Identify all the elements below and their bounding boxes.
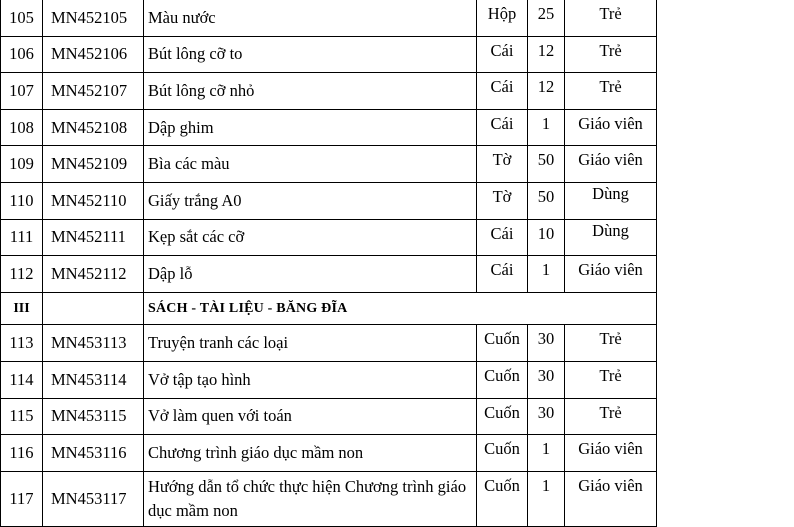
item-name-cell[interactable]: Hướng dẫn tổ chức thực hiện Chương trình giáo dục mầm non	[144, 471, 477, 526]
item-name-cell[interactable]: Kẹp sắt các cỡ	[144, 219, 477, 256]
item-code-cell[interactable]: MN452109	[43, 146, 144, 183]
usage-cell[interactable]	[565, 182, 657, 219]
table-row	[1, 471, 789, 526]
blank-cell	[657, 36, 789, 73]
row-number-cell[interactable]: 115	[1, 398, 43, 435]
quantity-cell[interactable]: 1	[528, 109, 565, 146]
item-code-cell[interactable]: MN453115	[43, 398, 144, 435]
row-number-cell[interactable]: 107	[1, 73, 43, 110]
unit-cell[interactable]: Hộp	[477, 0, 528, 36]
blank-cell	[657, 0, 789, 36]
item-code-cell[interactable]: MN453114	[43, 361, 144, 398]
item-name-cell[interactable]: Vở làm quen với toán	[144, 398, 477, 435]
table-row	[1, 398, 789, 435]
row-number-cell[interactable]: 111	[1, 219, 43, 256]
usage-cell[interactable]	[565, 435, 657, 472]
usage-text: Trẻ	[599, 402, 622, 422]
quantity-cell[interactable]: 50	[528, 146, 565, 183]
unit-cell[interactable]: Cái	[477, 36, 528, 73]
item-name-cell[interactable]: Bìa các màu	[144, 146, 477, 183]
item-code-cell[interactable]: MN453116	[43, 435, 144, 472]
blank-cell	[657, 361, 789, 398]
usage-cell[interactable]	[565, 146, 657, 183]
quantity-cell[interactable]: 1	[528, 471, 565, 526]
quantity-cell[interactable]: 12	[528, 73, 565, 110]
row-number-cell[interactable]: 114	[1, 361, 43, 398]
quantity-cell[interactable]: 30	[528, 398, 565, 435]
table-row	[1, 182, 789, 219]
usage-cell[interactable]	[565, 325, 657, 362]
item-code-cell[interactable]: MN452112	[43, 256, 144, 293]
section-title-cell[interactable]: SÁCH - TÀI LIỆU - BĂNG ĐĨA	[144, 292, 657, 325]
quantity-cell[interactable]: 25	[528, 0, 565, 36]
table-row	[1, 256, 789, 293]
usage-text: Giáo viên	[578, 260, 643, 280]
quantity-cell[interactable]: 1	[528, 256, 565, 293]
row-number-cell[interactable]: 113	[1, 325, 43, 362]
row-number-cell[interactable]: 106	[1, 36, 43, 73]
blank-cell	[657, 219, 789, 256]
row-number-cell[interactable]: 105	[1, 0, 43, 36]
usage-text: Trẻ	[599, 365, 622, 385]
item-code-cell[interactable]: MN452106	[43, 36, 144, 73]
item-name-cell[interactable]: Bút lông cỡ to	[144, 36, 477, 73]
quantity-cell[interactable]: 50	[528, 182, 565, 219]
usage-text: Trẻ	[599, 329, 622, 349]
quantity-cell[interactable]: 30	[528, 325, 565, 362]
usage-text: Trẻ	[599, 4, 622, 23]
usage-cell[interactable]	[565, 0, 657, 36]
usage-cell[interactable]	[565, 73, 657, 110]
table-row	[1, 0, 789, 36]
table-row	[1, 73, 789, 110]
blank-cell	[657, 292, 789, 325]
blank-cell	[657, 256, 789, 293]
usage-text: Giáo viên	[578, 475, 643, 495]
blank-cell	[657, 182, 789, 219]
quantity-cell[interactable]: 12	[528, 36, 565, 73]
table-row	[1, 361, 789, 398]
table-row	[1, 325, 789, 362]
blank-cell	[657, 109, 789, 146]
usage-text: Dùng	[592, 220, 629, 240]
unit-cell[interactable]: Cái	[477, 219, 528, 256]
usage-cell[interactable]	[565, 361, 657, 398]
quantity-cell[interactable]: 30	[528, 361, 565, 398]
unit-cell[interactable]: Cuốn	[477, 398, 528, 435]
blank-cell	[657, 398, 789, 435]
quantity-cell[interactable]: 1	[528, 435, 565, 472]
row-number-cell[interactable]: 109	[1, 146, 43, 183]
item-name-cell[interactable]: Dập ghim	[144, 109, 477, 146]
item-name-cell[interactable]: Vở tập tạo hình	[144, 361, 477, 398]
usage-cell[interactable]	[565, 109, 657, 146]
row-number-cell[interactable]: 117	[1, 471, 43, 526]
section-code-cell[interactable]	[43, 292, 144, 325]
table-row	[1, 219, 789, 256]
item-name-cell[interactable]: Chương trình giáo dục mầm non	[144, 435, 477, 472]
item-code-cell[interactable]: MN452110	[43, 182, 144, 219]
unit-cell[interactable]: Cái	[477, 109, 528, 146]
item-code-cell[interactable]: MN452108	[43, 109, 144, 146]
unit-cell[interactable]: Cuốn	[477, 325, 528, 362]
unit-cell[interactable]: Cuốn	[477, 435, 528, 472]
usage-cell[interactable]	[565, 398, 657, 435]
item-code-cell[interactable]: MN452111	[43, 219, 144, 256]
item-code-cell[interactable]: MN453117	[43, 471, 144, 526]
row-number-cell[interactable]: 110	[1, 182, 43, 219]
blank-cell	[657, 471, 789, 526]
item-name-cell[interactable]: Bút lông cỡ nhỏ	[144, 73, 477, 110]
row-number-cell[interactable]: 112	[1, 256, 43, 293]
usage-text: Giáo viên	[578, 439, 643, 459]
unit-cell[interactable]: Cuốn	[477, 471, 528, 526]
unit-cell[interactable]: Cái	[477, 73, 528, 110]
row-number-cell[interactable]: 108	[1, 109, 43, 146]
blank-cell	[657, 325, 789, 362]
item-code-cell[interactable]: MN452107	[43, 73, 144, 110]
unit-cell[interactable]: Cái	[477, 256, 528, 293]
usage-text: Giáo viên	[578, 113, 643, 133]
usage-cell[interactable]	[565, 219, 657, 256]
item-name-cell[interactable]: Truyện tranh các loại	[144, 325, 477, 362]
usage-text: Giáo viên	[578, 150, 643, 170]
blank-cell	[657, 435, 789, 472]
item-name-cell[interactable]: Giấy trắng A0	[144, 182, 477, 219]
section-header-row	[1, 292, 789, 325]
table-row	[1, 435, 789, 472]
blank-cell	[657, 146, 789, 183]
quantity-cell[interactable]: 10	[528, 219, 565, 256]
unit-cell[interactable]: Cuốn	[477, 361, 528, 398]
table-row	[1, 146, 789, 183]
unit-cell[interactable]: Tờ	[477, 182, 528, 219]
section-number-cell[interactable]: III	[1, 292, 43, 325]
blank-cell	[657, 73, 789, 110]
unit-cell[interactable]: Tờ	[477, 146, 528, 183]
usage-text: Trẻ	[599, 40, 622, 60]
usage-text: Trẻ	[599, 77, 622, 97]
usage-cell[interactable]	[565, 256, 657, 293]
item-code-cell[interactable]: MN452105	[43, 0, 144, 36]
usage-text: Dùng	[592, 183, 629, 203]
usage-cell[interactable]	[565, 36, 657, 73]
table-row	[1, 36, 789, 73]
item-name-cell[interactable]: Màu nước	[144, 0, 477, 36]
usage-cell[interactable]	[565, 471, 657, 526]
row-number-cell[interactable]: 116	[1, 435, 43, 472]
item-name-cell[interactable]: Dập lỗ	[144, 256, 477, 293]
item-code-cell[interactable]: MN453113	[43, 325, 144, 362]
table-row	[1, 109, 789, 146]
